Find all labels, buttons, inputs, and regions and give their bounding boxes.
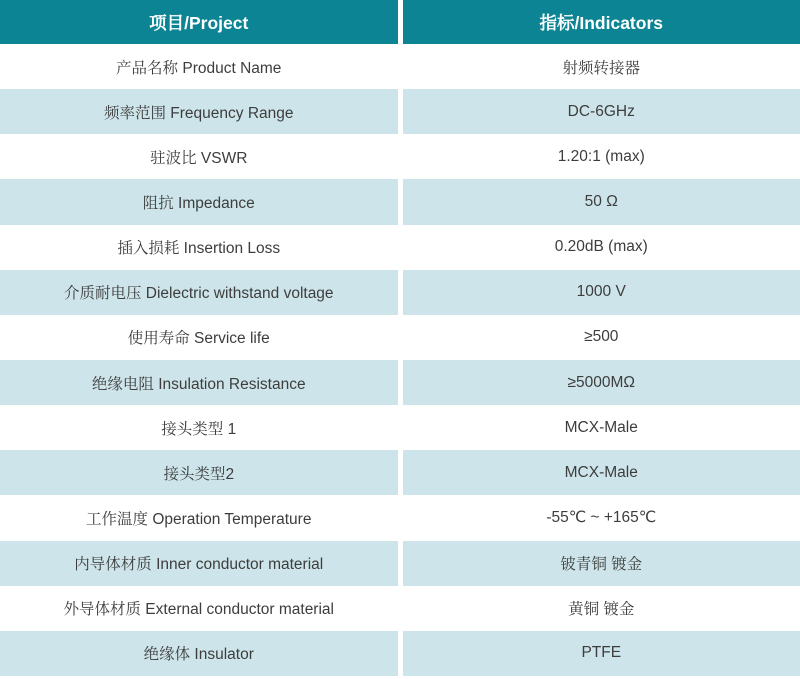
table-row — [0, 541, 800, 586]
indicator-cell: 射频转接器 — [403, 44, 800, 89]
indicator-cell: PTFE — [403, 631, 800, 676]
table-row — [0, 89, 800, 134]
table-row — [0, 405, 800, 450]
project-cell: 外导体材质 External conductor material — [0, 586, 398, 631]
indicator-cell: MCX-Male — [403, 450, 800, 495]
table-row — [0, 315, 800, 360]
project-cell: 接头类型2 — [0, 450, 398, 495]
project-cell: 内导体材质 Inner conductor material — [0, 541, 398, 586]
table-row — [0, 495, 800, 540]
project-cell: 阻抗 Impedance — [0, 179, 398, 224]
project-cell: 驻波比 VSWR — [0, 134, 398, 179]
project-cell: 插入损耗 Insertion Loss — [0, 225, 398, 270]
indicator-cell: 黄铜 镀金 — [403, 586, 800, 631]
project-cell: 使用寿命 Service life — [0, 315, 398, 360]
indicator-cell: MCX-Male — [403, 405, 800, 450]
table-header-row — [0, 0, 800, 44]
indicator-cell: 铍青铜 镀金 — [403, 541, 800, 586]
project-cell: 工作温度 Operation Temperature — [0, 495, 398, 540]
indicator-cell: DC-6GHz — [403, 89, 800, 134]
table-row — [0, 270, 800, 315]
project-cell: 产品名称 Product Name — [0, 44, 398, 89]
table-row — [0, 450, 800, 495]
project-cell: 频率范围 Frequency Range — [0, 89, 398, 134]
project-cell: 介质耐电压 Dielectric withstand voltage — [0, 270, 398, 315]
indicator-cell: ≥5000MΩ — [403, 360, 800, 405]
header-indicators: 指标/Indicators — [403, 0, 800, 44]
indicator-cell: -55℃ ~ +165℃ — [403, 495, 800, 540]
table-row — [0, 225, 800, 270]
table-row — [0, 360, 800, 405]
indicator-cell: 0.20dB (max) — [403, 225, 800, 270]
table-row — [0, 631, 800, 676]
project-cell: 接头类型 1 — [0, 405, 398, 450]
indicator-cell: 1000 V — [403, 270, 800, 315]
header-project: 项目/Project — [0, 0, 398, 44]
project-cell: 绝缘体 Insulator — [0, 631, 398, 676]
indicator-cell: 50 Ω — [403, 179, 800, 224]
project-cell: 绝缘电阻 Insulation Resistance — [0, 360, 398, 405]
table-row — [0, 586, 800, 631]
table-row — [0, 134, 800, 179]
indicator-cell: 1.20:1 (max) — [403, 134, 800, 179]
table-row — [0, 179, 800, 224]
table-row — [0, 44, 800, 89]
indicator-cell: ≥500 — [403, 315, 800, 360]
